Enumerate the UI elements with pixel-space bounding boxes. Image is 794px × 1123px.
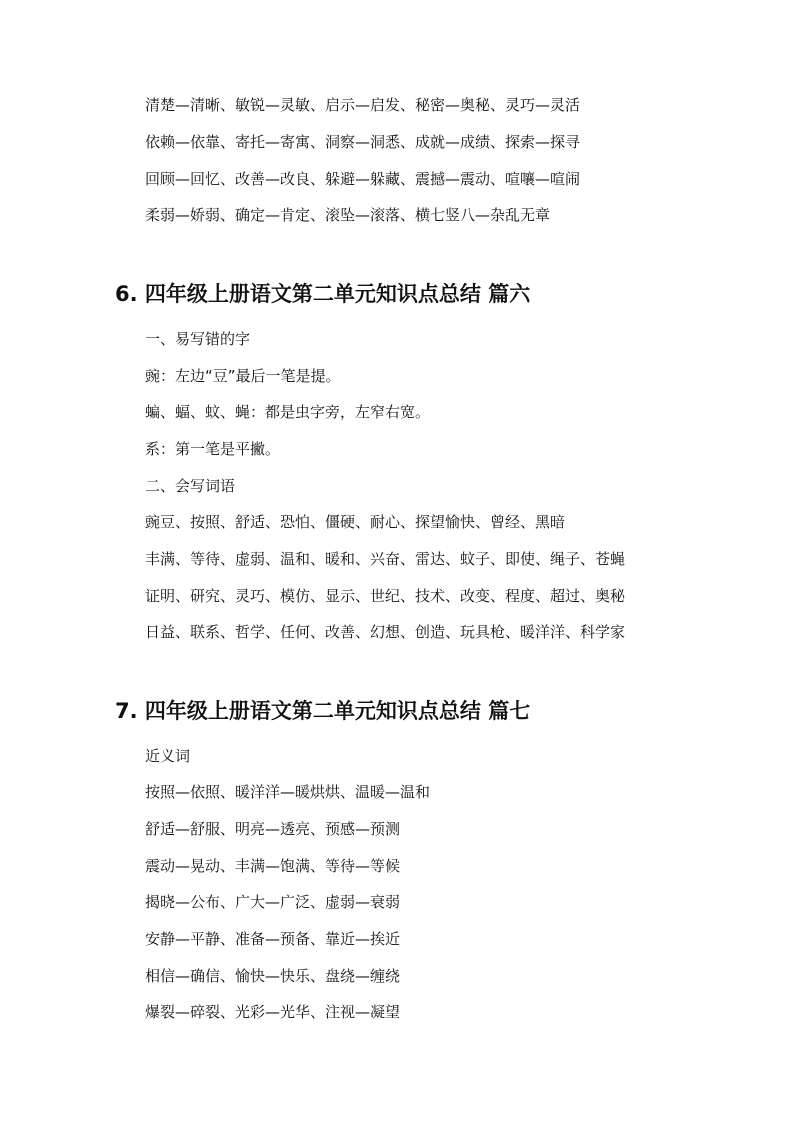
section-6-line: 蝙、蝠、蚊、蝇：都是虫字旁，左窄右宽。 — [145, 403, 431, 421]
synonym-line-4: 柔弱—娇弱、确定—肯定、滚坠—滚落、横七竖八—杂乱无章 — [145, 206, 551, 224]
section-6-line: 系：第一笔是平撇。 — [145, 440, 281, 458]
section-7-line: 爆裂—碎裂、光彩—光华、注视—凝望 — [145, 1003, 401, 1021]
synonym-line-3: 回顾—回忆、改善—改良、躲避—躲藏、震撼—震动、喧嚷—喧闹 — [145, 170, 581, 188]
section-7-line: 按照—依照、暖洋洋—暖烘烘、温暖—温和 — [145, 783, 431, 801]
section-6-words-line: 日益、联系、哲学、任何、改善、幻想、创造、玩具枪、暖洋洋、科学家 — [145, 623, 626, 641]
section-7-line: 震动—晃动、丰满—饱满、等待—等候 — [145, 857, 401, 875]
section-7-subheading: 近义词 — [145, 747, 191, 765]
section-7-line: 安静—平静、准备—预备、靠近—挨近 — [145, 930, 401, 948]
section-6-words-line: 丰满、等待、虚弱、温和、暖和、兴奋、雷达、蚊子、即使、绳子、苍蝇 — [145, 550, 626, 568]
section-7-heading: 7. 四年级上册语文第二单元知识点总结 篇七 — [115, 699, 531, 723]
section-7-line: 相信—确信、愉快—快乐、盘绕—缠绕 — [145, 967, 401, 985]
section-7-line: 舒适—舒服、明亮—透亮、预感—预测 — [145, 820, 401, 838]
section-7-line: 揭晓—公布、广大—广泛、虚弱—衰弱 — [145, 893, 401, 911]
section-6-words-line: 豌豆、按照、舒适、恐怕、僵硬、耐心、探望愉快、曾经、黑暗 — [145, 513, 566, 531]
section-6-line: 豌：左边“豆”最后一笔是提。 — [145, 367, 341, 385]
section-6-subheading-1: 一、易写错的字 — [145, 330, 251, 348]
synonym-line-1: 清楚—清晰、敏锐—灵敏、启示—启发、秘密—奥秘、灵巧—灵活 — [145, 96, 581, 114]
section-6-words-line: 证明、研究、灵巧、模仿、显示、世纪、技术、改变、程度、超过、奥秘 — [145, 587, 626, 605]
section-6-subheading-2: 二、会写词语 — [145, 477, 236, 495]
section-6-heading: 6. 四年级上册语文第二单元知识点总结 篇六 — [115, 282, 531, 306]
synonym-line-2: 依赖—依靠、寄托—寄寓、洞察—洞悉、成就—成绩、探索—探寻 — [145, 133, 581, 151]
